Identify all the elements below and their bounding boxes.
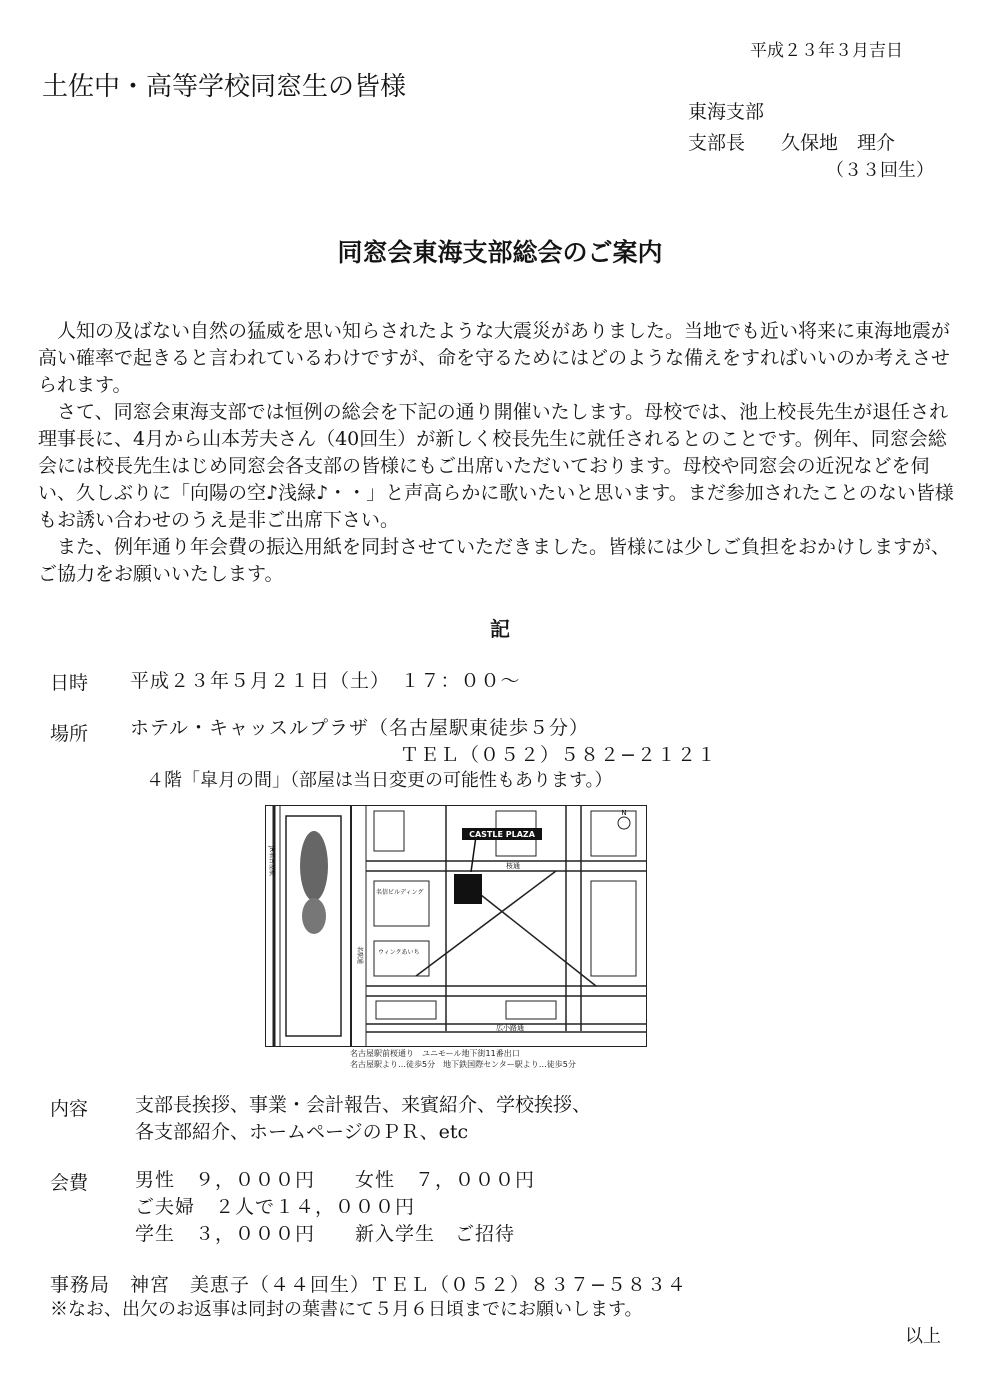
content-line: 各支部紹介、ホームページのＰＲ、etc xyxy=(135,1121,469,1143)
place-tel: ＴＥＬ（０５２）５８２−２１２１ xyxy=(400,744,717,766)
datetime-label: 日時 xyxy=(50,672,89,694)
fee-line: ご夫婦 ２人で１４，０００円 xyxy=(135,1196,416,1218)
map-label-wink: ウィンクあいち xyxy=(378,949,420,956)
fee-line: 男性 ９，０００円 女性 ７，０００円 xyxy=(135,1169,536,1191)
map-caption-line: 名古屋駅前桜通り ユニモール地下街11番出口 xyxy=(350,1049,520,1058)
body-paragraph: さて、同窓会東海支部では恒例の総会を下記の通り開催いたします。母校では、池上校長先生が退任され理事長に、4月から山本芳夫さん（40回生）が新しく校長先生に就任されるとのことです。例年、同窓会総会には校長先生はじめ同窓会各支部の皆様にもご出席いただいております。母校や同窓会の近況などを伺い、久しぶりに「向陽の空♪浅緑♪・・」と声高らかに歌いたいと思います。まだ参加されたことのない皆様もお誘い合わせのうえ是非ご出席下さい。 xyxy=(38,401,954,531)
access-map xyxy=(265,805,647,1047)
fee-line: 学生 ３，０００円 新入学生 ご招待 xyxy=(135,1223,516,1245)
chief-class: （３３回生） xyxy=(826,160,934,181)
sender-branch: 東海支部 xyxy=(688,101,765,123)
content-line: 支部長挨拶、事業・会計報告、来賓紹介、学校挨拶、 xyxy=(135,1094,592,1116)
map-label-meieki: 名駅通 xyxy=(356,946,363,965)
closing-mark: 以上 xyxy=(905,1326,941,1347)
map-caption-line: 名古屋駅より…徒歩5分 地下鉄国際センター駅より…徒歩5分 xyxy=(350,1060,576,1069)
map-drawing xyxy=(266,806,646,1046)
chief-name: 久保地 理介 xyxy=(781,132,896,154)
chief-title: 支部長 xyxy=(688,132,746,154)
addressee: 土佐中・高等学校同窓生の皆様 xyxy=(42,72,407,102)
ki-heading: 記 xyxy=(490,617,510,641)
hotel-label: CASTLE PLAZA xyxy=(469,830,535,839)
map-label-station: JR名古屋駅 xyxy=(268,846,275,876)
place-value: ホテル・キャッスルプラザ（名古屋駅東徒歩５分） xyxy=(130,717,590,739)
map-label-hirokoji: 広小路通 xyxy=(496,1024,524,1032)
map-caption xyxy=(350,1048,576,1070)
content-label: 内容 xyxy=(50,1098,89,1120)
north-icon: N xyxy=(621,809,627,817)
place-label: 場所 xyxy=(50,723,89,745)
sender-chief xyxy=(688,128,895,155)
page-title: 同窓会東海支部総会のご案内 xyxy=(337,238,663,267)
datetime-value: 平成２３年５月２１日（土） １７：００〜 xyxy=(130,670,521,692)
fee-label: 会費 xyxy=(50,1172,89,1194)
place-room: ４階「皐月の間」（部屋は当日変更の可能性もあります。） xyxy=(146,770,613,791)
map-label-sakuradori: 桜通 xyxy=(506,862,520,870)
body-paragraph: また、例年通り年会費の振込用紙を同封させていただきました。皆様には少しご負担をおかけしますが、ご協力をお願いいたします。 xyxy=(38,536,951,585)
body-paragraph: 人知の及ばない自然の猛威を思い知らされたような大震災がありました。当地でも近い将来に東海地震が高い確率で起きると言われているわけですが、命を守るためにはどのような備えをすればいいのか考えさせられます。 xyxy=(38,320,951,396)
body-text xyxy=(38,318,958,588)
hotel-marker xyxy=(454,874,482,904)
office-line: 事務局 神宮 美恵子（４４回生）ＴＥＬ（０５２）８３７−５８３４ xyxy=(50,1274,687,1296)
document-date: 平成２３年３月吉日 xyxy=(750,41,903,61)
map-label-meishin: 名信ビルディング xyxy=(376,889,424,896)
reply-note: ※なお、出欠のお返事は同封の葉書にて５月６日頃までにお願いします。 xyxy=(50,1299,643,1320)
